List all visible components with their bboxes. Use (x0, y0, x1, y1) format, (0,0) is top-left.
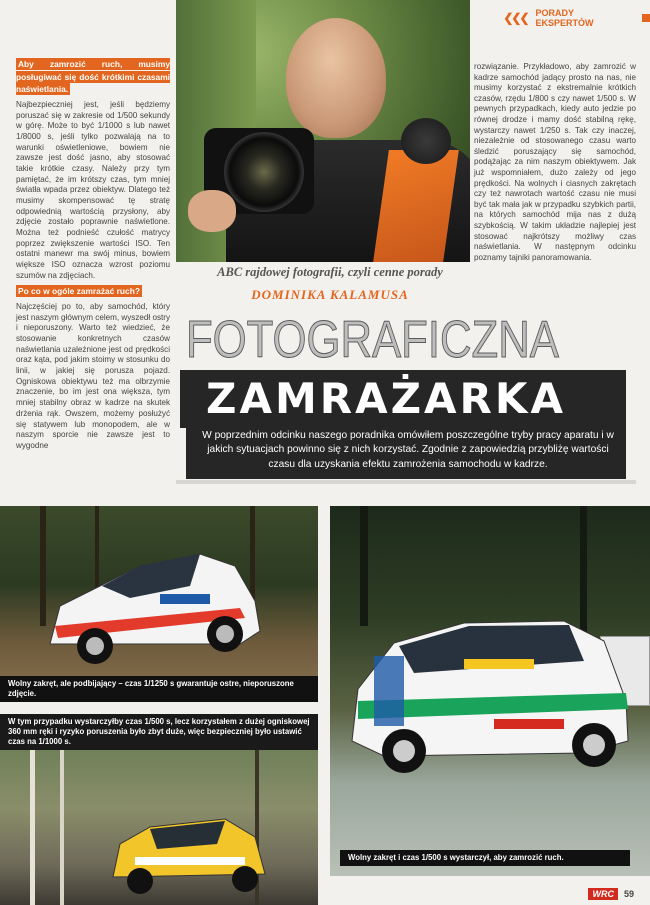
photo1-caption: Wolny zakręt, ale podbijający – czas 1/1250 s gwarantuje ostre, nieporuszone zdjęcie. (0, 676, 318, 702)
photographer-portrait-photo (176, 0, 470, 262)
subhead-why-freeze: Po co w ogóle zamrażać ruch? (18, 286, 140, 297)
left-paragraph-2: Najczęściej po to, aby samochód, który jest naszym głównym celem, wyszedł ostry i nieporuszony. Warto też wiedzieć, że stosowanie konkretnych czasów naświetlania uzależnione jest od prędkości oraz kąta, pod jakim stoimy w stosunku do linii, w jakiej się porusza pojazd. Ogniskowa obiektywu też ma olbrzymie znaczenie, bo im jest ona większa, tym mniej stabilny obraz w kadrze na skutek drżenia rąk. Owszem, możemy posłużyć się statywem lub monopodem, ale w naszym sporcie nie zawsze jest to wygodne (16, 302, 170, 450)
right-paragraph: rozwiązanie. Przykładowo, aby zamrozić w kadrze samochód jadący prosto na nas, nie musimy korzystać z ekstremalnie krótkich czasów, rzędu 1/800 s czy nawet 1/500 s. W pewnych przypadkach, kiedy auto jedzie po równej drodze i mamy dość stabilną rękę, wystarczy nawet 1/250 s. Tak czy inaczej, niezależnie od stosowanego czasu warto śledzić poruszający się samochód, podążając za nim naszym obiektywem. Jak już wspomniałem, dużo zależy od jego prędkości. Na wolnych i ciasnych zakrętach czy też nawrotach wartość czasu nie musi być tak mała jak w przypadku szybkich partii, na których samochód mija nas z dużą szybkością. W takim układzie najlepiej jest stosować najkrótszy możliwy czas naświetlania. W następnym odcinku poznamy tajniki panoramowania. (474, 62, 636, 262)
author-name: DOMINIKA KALAMUSA (251, 287, 409, 302)
left-paragraph-1: Najbezpieczniej jest, jeśli będziemy poruszać się w zakresie od 1/500 sekundy w górę. Może to być 1/1000 s lub nawet 1/8000 s, jeśli tylko pozwalają na to warunki oświetleniowe, bowiem nie zawsze jest dość jasno, aby stosować takie krótkie czasy. Należy przy tym pamiętać, że im krótszy czas, tym mniej światła wpada przez obiektyw. Dlatego też musimy skompensować tę stratę odpowiednią wartością przysłony, aby zdjęcie zostało poprawnie naświetlone. Można też podnieść czułość matrycy poprzez zwiększenie wartości ISO. Ten ostatni manewr ma swój minus, bowiem większe ISO oznacza wzrost poziomu szumów na zdjęciach. (16, 100, 170, 280)
square-marker-icon (642, 14, 650, 22)
rally-photo-clio-white (0, 506, 318, 702)
page-footer (588, 888, 634, 900)
photo2-caption: Wolny zakręt i czas 1/500 s wystarczył, aby zamrozić ruch. (340, 850, 630, 866)
title-line-1: FOTOGRAFICZNA (186, 311, 559, 369)
chevrons-left-icon: ❮❮❮ (503, 11, 528, 25)
lead-paragraph: W poprzednim odcinku naszego poradnika omówiłem poszczególne tryby pracy aparatu i w jakich sytuacjach powinno się z nich korzystać. Zgodnie z zapowiedzią przybliżę wartości czasu dla uzyskania efektu zamrożenia samochodu w kadrze. (186, 427, 626, 479)
article-subtitle: ABC rajdowej fotografii, czyli cenne porady (217, 265, 443, 279)
page-number: 59 (623, 889, 634, 899)
camera-lens (224, 132, 304, 212)
category-label: PORADY EKSPERTÓW (535, 8, 594, 28)
right-text-column (474, 62, 636, 263)
title-line-2: ZAMRAŻARKA (206, 374, 566, 423)
rally-photo-clio-yellow (0, 744, 318, 905)
photo3-caption: W tym przypadku wystarczyłby czas 1/500 s, lecz korzystałem z dużej ogniskowej 360 mm ręki i ryzyko poruszenia było zbyt duże, więc bezpieczniej było ustawić czas na 1/1000 s. (0, 714, 318, 750)
magazine-logo: WRC (588, 888, 618, 900)
rally-photo-peugeot (330, 506, 650, 876)
subhead-freeze-motion: Aby zamrozić ruch, musimy posługiwać się dość krótkimi czasami naświetlania. (16, 59, 170, 95)
left-text-column (16, 54, 170, 455)
